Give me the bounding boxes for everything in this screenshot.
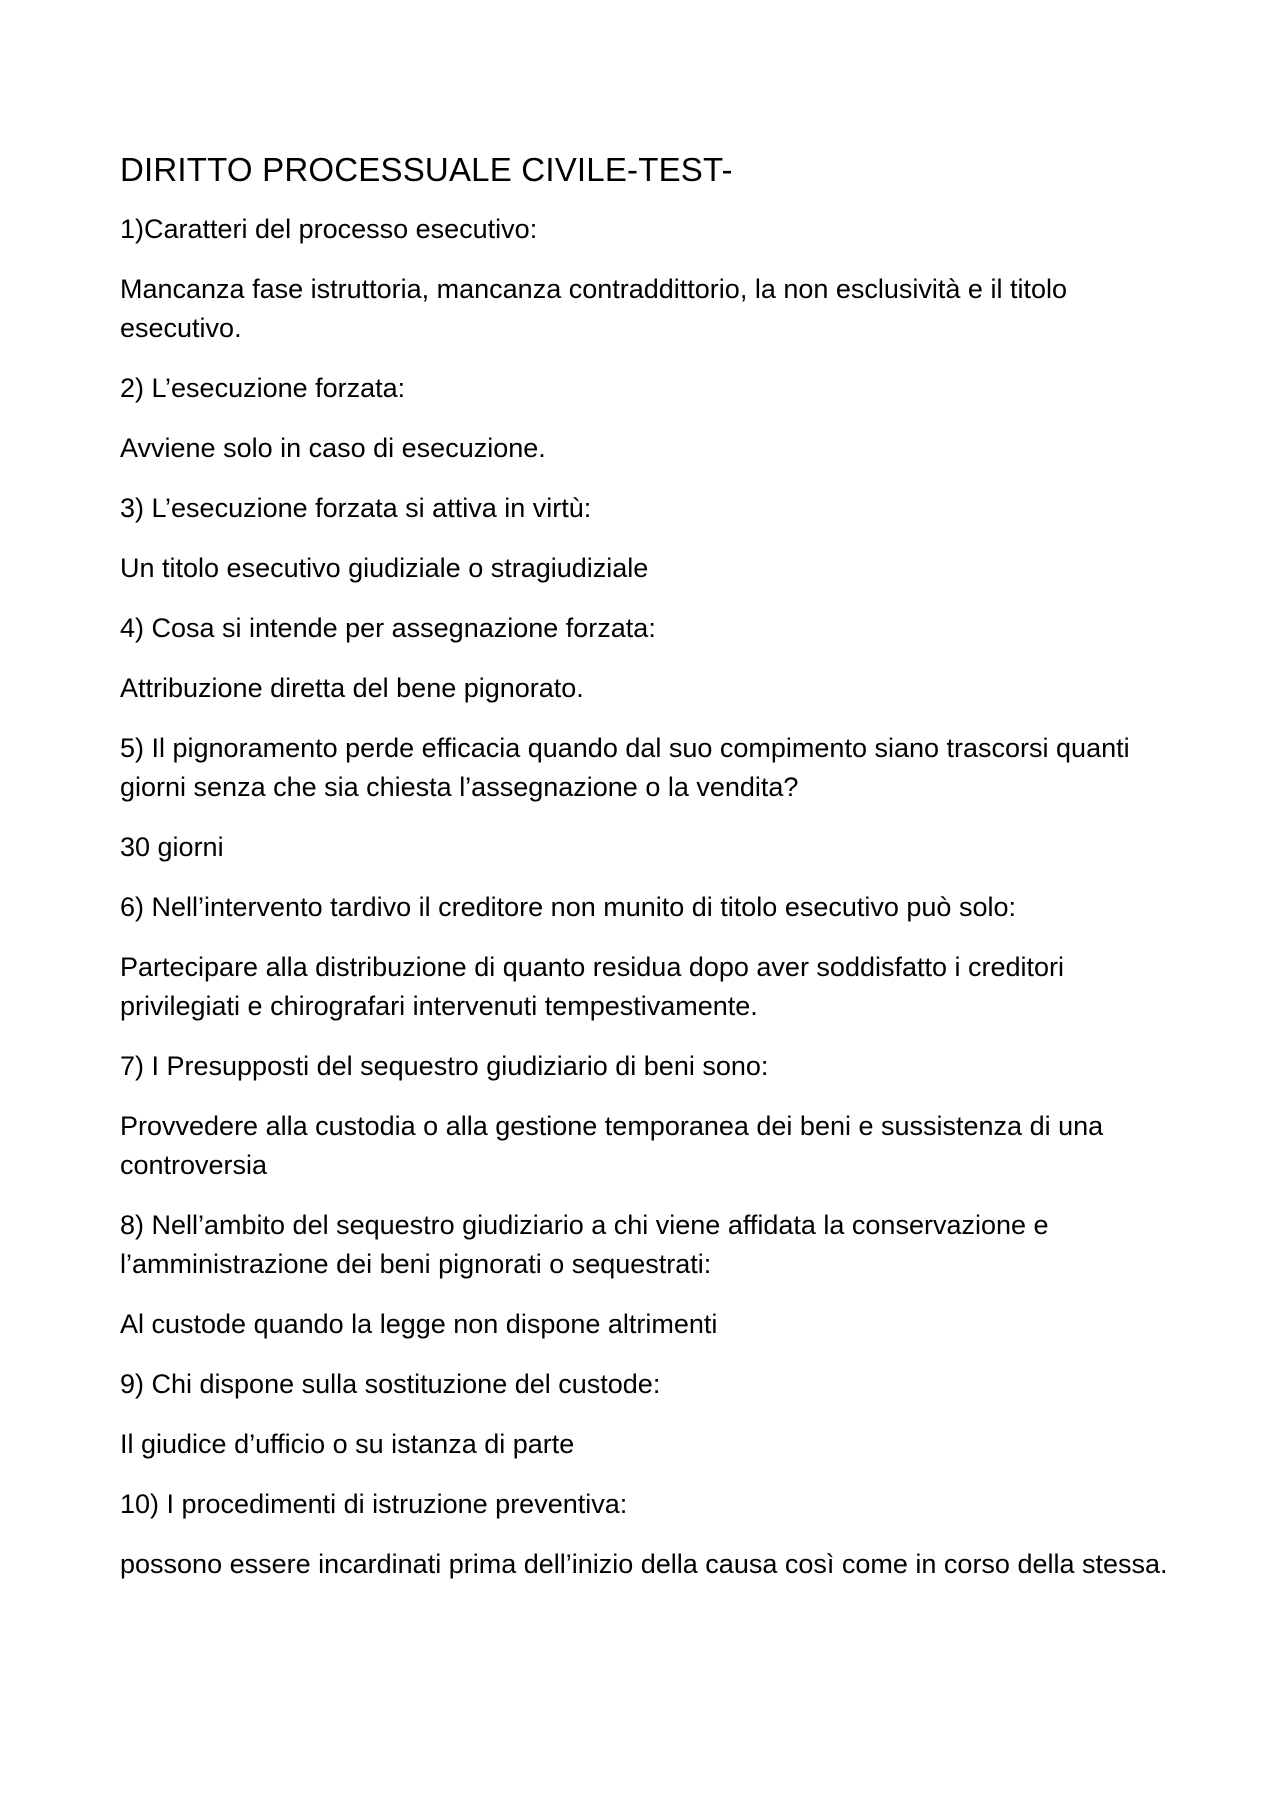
answer-9: Il giudice d’ufficio o su istanza di parte: [120, 1429, 575, 1459]
question-10: 10) I procedimenti di istruzione preventiva:: [120, 1489, 628, 1519]
question-3: 3) L’esecuzione forzata si attiva in virtù:: [120, 493, 592, 523]
answer-4: Attribuzione diretta del bene pignorato.: [120, 673, 584, 703]
question-7: 7) I Presupposti del sequestro giudiziario di beni sono:: [120, 1051, 769, 1081]
question-4: 4) Cosa si intende per assegnazione forzata:: [120, 613, 656, 643]
answer-5: 30 giorni: [120, 832, 224, 862]
answer-10: possono essere incardinati prima dell’inizio della causa così come in corso della stessa.: [120, 1549, 1168, 1579]
answer-3: Un titolo esecutivo giudiziale o stragiudiziale: [120, 553, 649, 583]
question-8: 8) Nell’ambito del sequestro giudiziario a chi viene affidata la conservazione e l’amministrazione dei beni pignorati o sequestrati:: [120, 1210, 1049, 1279]
answer-7: Provvedere alla custodia o alla gestione temporanea dei beni e sussistenza di una controversia: [120, 1111, 1104, 1180]
question-5: 5) Il pignoramento perde efficacia quando dal suo compimento siano trascorsi quanti giorni senza che sia chiesta l’assegnazione o la vendita?: [120, 733, 1130, 802]
document-body: [120, 150, 1180, 1605]
answer-8: Al custode quando la legge non dispone altrimenti: [120, 1309, 718, 1339]
question-9: 9) Chi dispone sulla sostituzione del custode:: [120, 1369, 661, 1399]
answer-1: Mancanza fase istruttoria, mancanza contraddittorio, la non esclusività e il titolo esecutivo.: [120, 274, 1067, 343]
answer-2: Avviene solo in caso di esecuzione.: [120, 433, 546, 463]
question-6: 6) Nell’intervento tardivo il creditore non munito di titolo esecutivo può solo:: [120, 892, 1016, 922]
document-title: DIRITTO PROCESSUALE CIVILE-TEST-: [120, 151, 733, 188]
question-2: 2) L’esecuzione forzata:: [120, 373, 406, 403]
answer-6: Partecipare alla distribuzione di quanto residua dopo aver soddisfatto i creditori privilegiati e chirografari intervenuti tempestivamente.: [120, 952, 1065, 1021]
question-1: 1)Caratteri del processo esecutivo:: [120, 214, 538, 244]
